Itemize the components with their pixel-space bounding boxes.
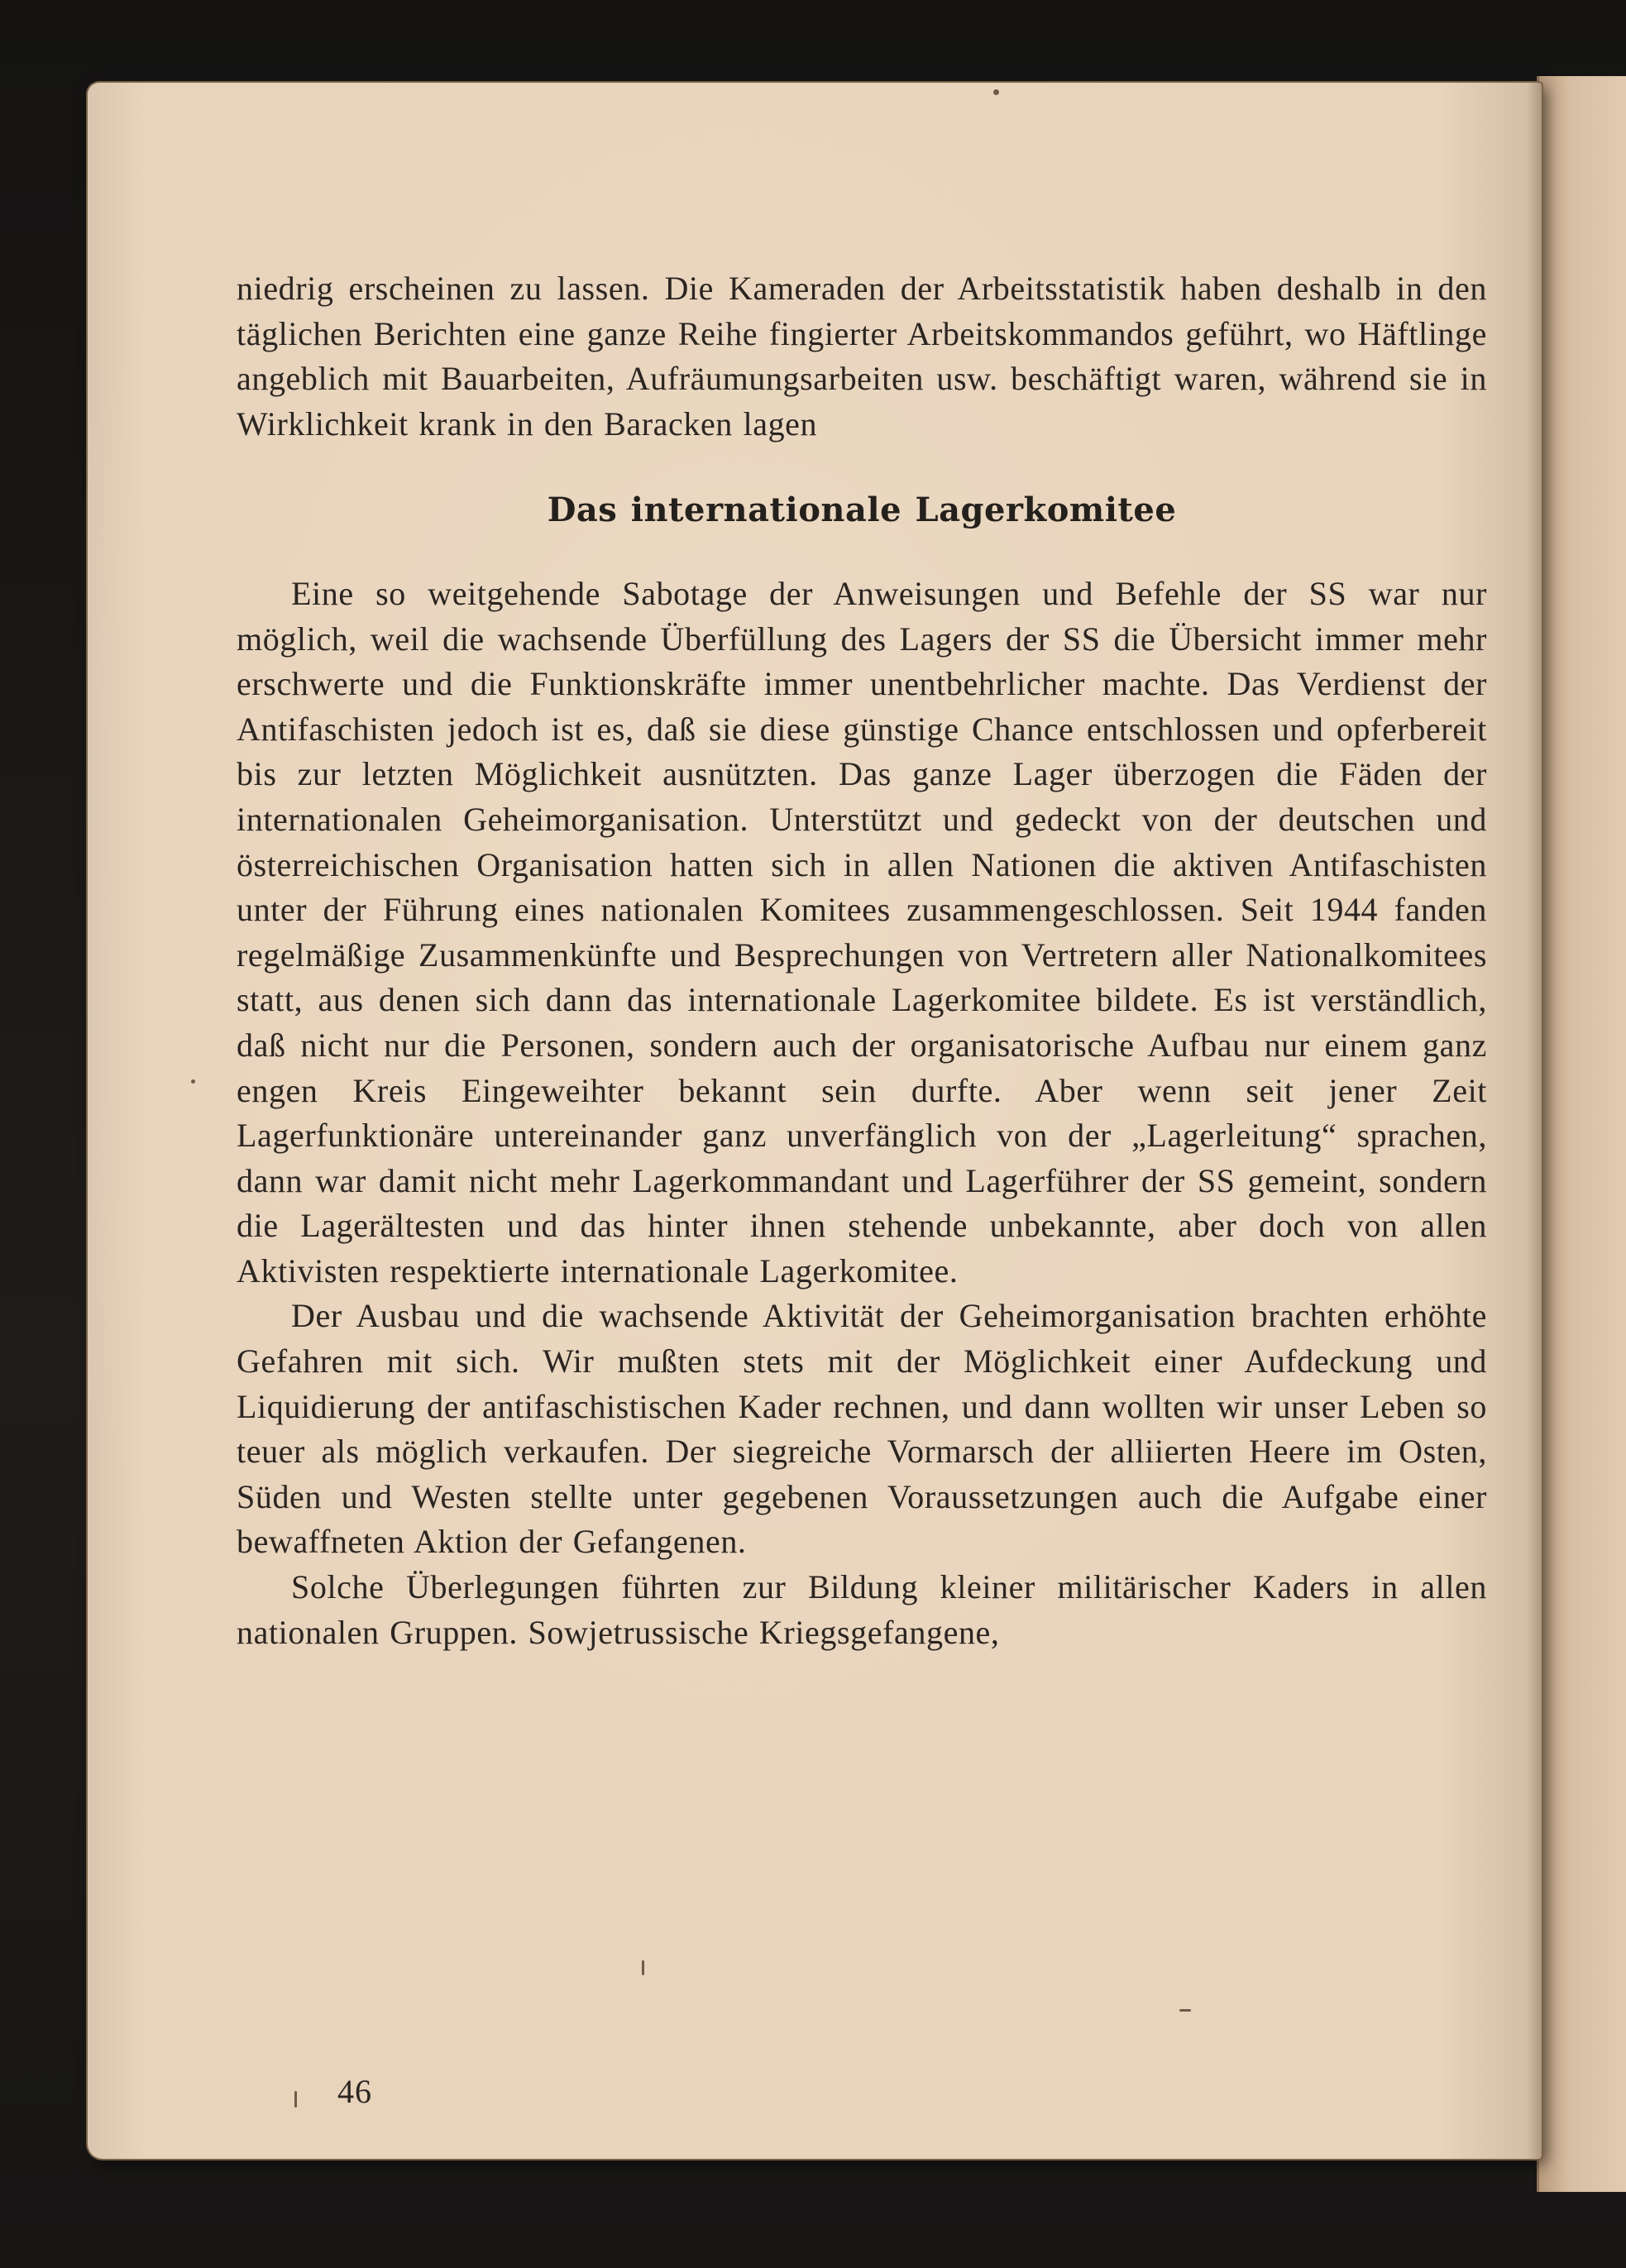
page-number: 46 bbox=[337, 2073, 372, 2110]
paragraph: Eine so weitgehende Sabotage der Anweisungen und Befehle der SS war nur möglich, weil die wachsende Überfüllung des Lagers der SS die Übersicht immer mehr erschwerte und die Funktionskräfte immer unentbehrlicher machte. Das Verdienst der Antifaschisten jedoch ist es, daß sie diese günstige Chance entschlossen und opferbereit bis zur letzten Möglichkeit ausnützten. Das ganze Lager überzogen die Fäden der internationalen Geheimorganisation. Unterstützt und gedeckt von der deutschen und österreichischen Organisation hatten sich in allen Nationen die aktiven Antifaschisten unter der Führung eines nationalen Komitees zusammengeschlossen. Seit 1944 fanden regelmäßige Zusammenkünfte und Besprechungen von Vertretern aller Nationalkomitees statt, aus denen sich dann das internationale Lagerkomitee bildete. Es ist verständlich, daß nicht nur die Personen, sondern auch der organisatorische Aufbau nur einem ganz engen Kreis Eingeweihter bekannt sein durfte. Aber wenn seit jener Zeit Lagerfunktionäre untereinander ganz unverfänglich von der „Lagerleitung“ sprachen, dann war damit nicht mehr Lagerkommandant und Lagerführer der SS gemeint, sondern die Lagerältesten und das hinter ihnen stehende unbekannte, aber doch von allen Aktivisten respektierte internationale Lagerkomitee. bbox=[237, 574, 1487, 1290]
page-gutter-shadow bbox=[1527, 83, 1542, 2159]
page-text bbox=[237, 266, 1487, 1655]
paragraph: Solche Überlegungen führten zur Bildung kleiner militärischer Kaders in allen nationalen Gruppen. Sowjetrussische Kriegsgefangene, bbox=[237, 1568, 1487, 1651]
paper-speck bbox=[294, 2091, 297, 2108]
paper-speck bbox=[1179, 2009, 1191, 2012]
paragraph: Der Ausbau und die wachsende Aktivität der Geheimorganisation brachten erhöhte Gefahren mit sich. Wir mußten stets mit der Möglichkeit einer Aufdeckung und Liquidierung der antifaschistischen Kader rechnen, und dann wollten wir unser Leben so teuer als möglich verkaufen. Der siegreiche Vormarsch der alliierten Heere im Osten, Süden und Westen stellte unter gegebenen Voraussetzungen auch die Aufgabe einer bewaffneten Aktion der Gefangenen. bbox=[237, 1297, 1487, 1561]
section-heading: Das internationale Lagerkomitee bbox=[547, 490, 1177, 530]
paper-speck bbox=[993, 89, 999, 95]
adjacent-page-edge bbox=[1537, 76, 1626, 2192]
paper-speck bbox=[642, 1960, 644, 1975]
continued-paragraph: niedrig erscheinen zu lassen. Die Kameraden der Arbeitsstatistik haben deshalb in den täglichen Berichten eine ganze Reihe fingierter Arbeitskommandos geführt, wo Häftlinge angeblich mit Bauarbeiten, Aufräumungsarbeiten usw. beschäftigt waren, während sie in Wirklichkeit krank in den Baracken lagen bbox=[237, 270, 1487, 443]
paper-speck bbox=[191, 1079, 195, 1084]
book-page bbox=[88, 83, 1542, 2159]
